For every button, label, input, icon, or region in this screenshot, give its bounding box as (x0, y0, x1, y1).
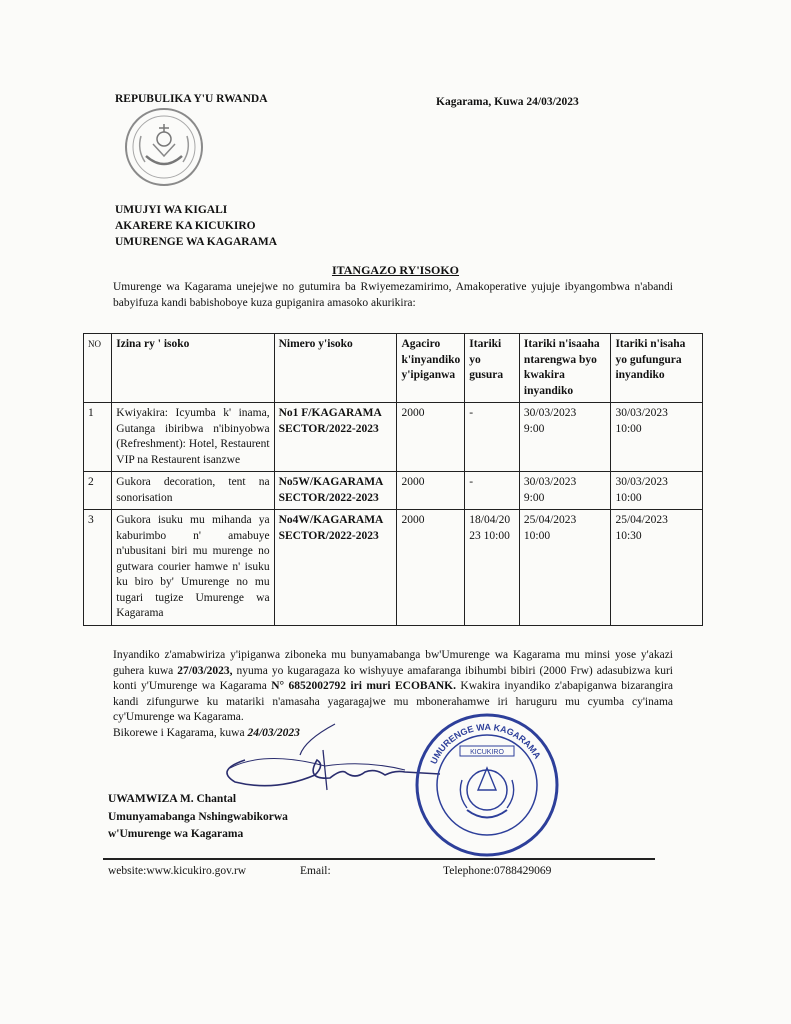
instructions-start-date: 27/03/2023, (177, 664, 233, 677)
done-at: Bikorewe i Kagarama, kuwa (113, 726, 248, 739)
open-date: 30/03/2023 (615, 407, 668, 419)
cell-receive (519, 403, 611, 472)
header-value: Agaciro k'inyandiko y'ipiganwa (397, 334, 465, 403)
table-row (84, 472, 703, 510)
cell-name: Gukora decoration, tent na sonorisation (112, 472, 274, 510)
table-header-row (84, 334, 703, 403)
cell-visit: - (465, 403, 520, 472)
admin-line-district: AKARERE KA KICUKIRO (115, 220, 256, 232)
cell-no: 3 (84, 510, 112, 626)
cell-open (611, 472, 703, 510)
header-number: Nimero y'isoko (274, 334, 397, 403)
cell-no: 1 (84, 403, 112, 472)
receive-time: 10:00 (523, 529, 551, 542)
open-time: 10:00 (615, 422, 642, 435)
done-date: 24/03/2023 (247, 726, 300, 739)
header-no: NO (84, 334, 112, 403)
cell-open (611, 403, 703, 472)
cell-value: 2000 (397, 472, 465, 510)
open-date: 25/04/2023 (615, 514, 668, 526)
rwanda-emblem-icon (123, 106, 205, 188)
stamp-band-text: KICUKIRO (470, 749, 504, 756)
cell-no: 2 (84, 472, 112, 510)
open-date: 30/03/2023 (615, 476, 668, 488)
country-heading: REPUBULIKA Y'U RWANDA (115, 93, 268, 105)
tender-table (83, 333, 703, 626)
receive-date: 25/04/2023 (523, 514, 577, 526)
instructions-text-3: Kwakira inyandiko z'abapiganwa bizarangira kandi zifungurwe ku matariki n'amasaha yagaragajwe mu mbonerahamwe iri haruguru mu cyumba cy'inama cy'Umurenge wa Kagarama. (113, 680, 673, 723)
footer-email: Email: (300, 865, 331, 877)
header-visit-date: Itariki yo gusura (465, 334, 520, 403)
table-row (84, 403, 703, 472)
cell-name: Gukora isuku mu mihanda ya kaburimbo n' amabuye n'ubusitani biri mu murenge no gutwara courier hamwe n' isuku ku biro by' Umurenge no mu tugari tugize Umurenge wa Kagarama (112, 510, 274, 626)
receive-time: 9:00 (523, 491, 545, 504)
header-receive-date: Itariki n'isaaha ntarengwa byo kwakira inyandiko (519, 334, 611, 403)
place-date: Kagarama, Kuwa 24/03/2023 (436, 96, 579, 108)
footer-divider (103, 858, 655, 860)
table-row (84, 510, 703, 626)
instructions-text-2: nyuma yo kugaragaza ko wishyuye amafaranga ibihumbi bibiri (2000 Frw) adasubizwa kuri konti y'Umurenge wa Kagarama (113, 664, 673, 692)
cell-number: No4W/KAGARAMA SECTOR/2022-2023 (274, 510, 397, 626)
cell-visit: 18/04/2023 10:00 (465, 510, 520, 626)
cell-name: Kwiyakira: Icyumba k' inama, Gutanga ibiribwa n'ibinyobwa (Refreshment): Hotel, Restaurent VIP na Restaurent isanzwe (112, 403, 274, 472)
receive-date: 30/03/2023 (523, 476, 577, 488)
signer-role-2: w'Umurenge wa Kagarama (108, 828, 244, 840)
footer-website: website:www.kicukiro.gov.rw (108, 865, 247, 877)
cell-value: 2000 (397, 510, 465, 626)
signer-block (108, 791, 288, 844)
official-stamp-icon (412, 710, 562, 860)
signer-role: Umunyamabanga Nshingwabikorwa (108, 810, 288, 823)
cell-receive (519, 510, 611, 626)
notice-title: ITANGAZO RY'ISOKO (331, 263, 460, 277)
cell-visit: - (465, 472, 520, 510)
open-time: 10:00 (615, 491, 642, 504)
signer-name: UWAMWIZA M. Chantal (108, 793, 237, 805)
cell-open (611, 510, 703, 626)
cell-value: 2000 (397, 403, 465, 472)
cell-number: No5W/KAGARAMA SECTOR/2022-2023 (274, 472, 397, 510)
header-name: Izina ry ' isoko (112, 334, 274, 403)
cell-number: No1 F/KAGARAMA SECTOR/2022-2023 (274, 403, 397, 472)
footer-telephone: Telephone:0788429069 (443, 865, 552, 877)
notice-intro: Umurenge wa Kagarama unejejwe no gutumira ba Rwiyemezamirimo, Amakoperative yujuje ibyangombwa n'abandi babyifuza kandi babishoboye kuza gupiganira amasoko akurikira: (113, 281, 673, 309)
cell-receive (519, 472, 611, 510)
handwritten-signature-icon (205, 720, 445, 800)
receive-date: 30/03/2023 (523, 407, 577, 419)
instructions-text-1: Inyandiko z'amabwiriza y'ipiganwa ziboneka mu bunyamabanga bw'Umurenge wa Kagarama mu minsi yose y'akazi guhera kuwa (113, 649, 673, 677)
open-time: 10:30 (615, 529, 642, 542)
admin-line-city: UMUJYI WA KIGALI (115, 204, 228, 216)
receive-time: 9:00 (523, 422, 545, 435)
admin-block (115, 202, 277, 250)
stamp-ring-text: UMURENGE WA KAGARAMA (428, 721, 543, 766)
admin-line-sector: UMURENGE WA KAGARAMA (115, 236, 278, 248)
bank-account: N° 6852002792 iri muri ECOBANK. (271, 680, 457, 692)
header-open-date: Itariki n'isaha yo gufungura inyandiko (611, 334, 703, 403)
